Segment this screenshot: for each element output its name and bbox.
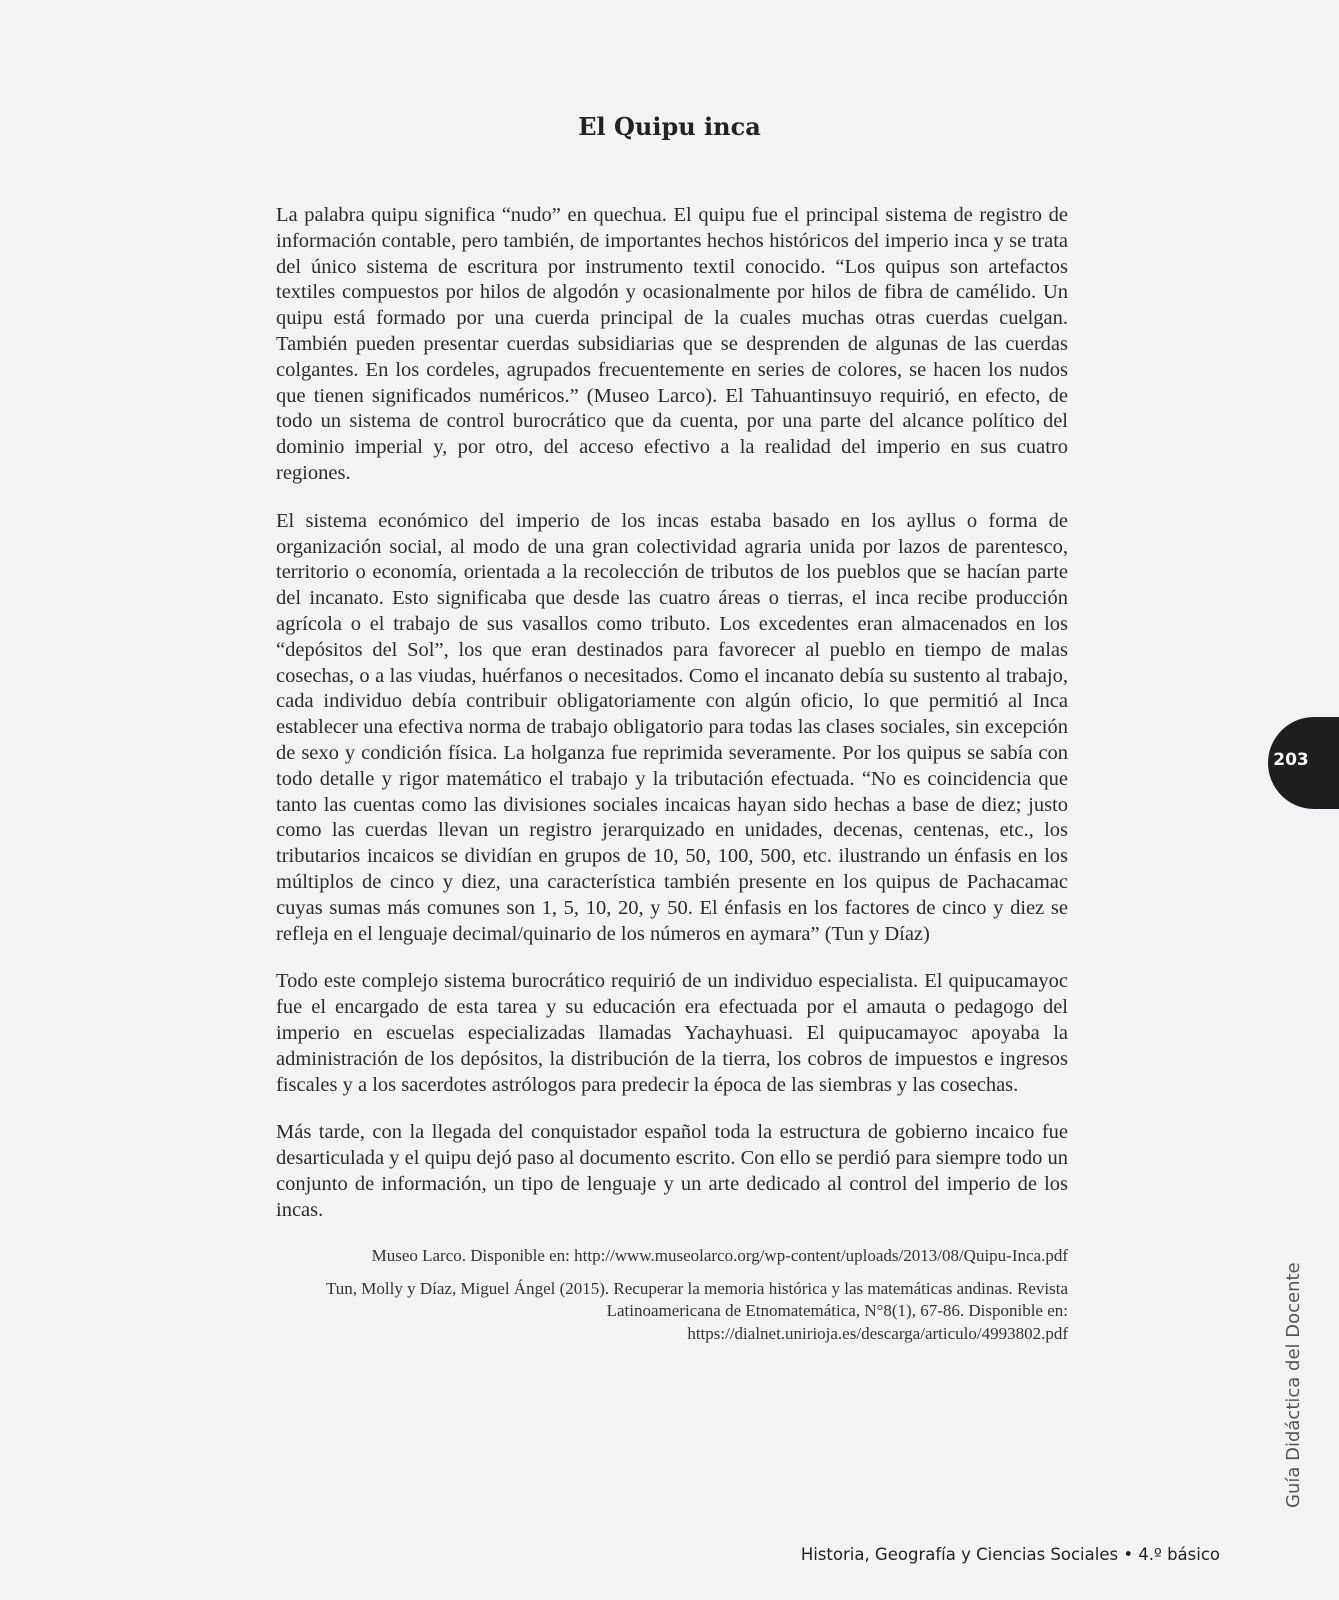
page-number: 203 xyxy=(1273,750,1309,770)
references xyxy=(276,1245,1068,1345)
paragraph-4: Más tarde, con la llegada del conquistador español toda la estructura de gobierno incaico fue desarticulada y el quipu dejó paso al documento escrito. Con ello se perdió para siempre todo un conjunto de información, un tipo de lenguaje y un arte dedicado al control del imperio de los incas. xyxy=(276,1121,1068,1221)
side-label: Guía Didáctica del Docente xyxy=(1283,1262,1304,1508)
reference-tun-diaz: Tun, Molly y Díaz, Miguel Ángel (2015). Recuperar la memoria histórica y las matemáticas andinas. Revista Latinoamericana de Etnomatemática, N°8(1), 67-86. Disponible en: https://dialnet.unirioja.es/descarga/articulo/4993802.pdf xyxy=(326,1278,1068,1343)
page-title: El Quipu inca xyxy=(578,112,761,141)
paragraph-1: La palabra quipu significa “nudo” en quechua. El quipu fue el principal sistema de registro de información contable, pero también, de importantes hechos históricos del imperio inca y se trata del único sistema de escritura por instrumento textil conocido. “Los quipus son artefactos textiles compuestos por hilos de algodón y ocasionalmente por hilos de fibra de camélido. Un quipu está formado por una cuerda principal de la cuales muchas otras cuerdas cuelgan. También pueden presentar cuerdas subsidiarias que se desprenden de algunas de las cuerdas colgantes. En los cordeles, agrupados frecuentemente en series de colores, se hacen los nudos que tienen significados numéricos.” (Museo Larco). El Tahuantinsuyo requirió, en efecto, de todo un sistema de control burocrático que da cuenta, por una parte del alcance político del dominio imperial y, por otro, del acceso efectivo a la realidad del imperio en sus cuatro regiones. xyxy=(276,204,1068,484)
footer-subject: Historia, Geografía y Ciencias Sociales • 4.º básico xyxy=(800,1545,1220,1564)
article-body xyxy=(276,203,1068,1355)
paragraph-2: El sistema económico del imperio de los incas estaba basado en los ayllus o forma de organización social, al modo de una gran colectividad agraria unida por lazos de parentesco, territorio o economía, orientada a la recolección de tributos de los pueblos que se hacían parte del incanato. Esto significaba que desde las cuatro áreas o tierras, el inca recibe producción agrícola o el trabajo de sus vasallos como tributo. Los excedentes eran almacenados en los “depósitos del Sol”, los que eran destinados para favorecer al pueblo en tiempo de malas cosechas, o a las viudas, huérfanos o necesitados. Como el incanato debía su sustento al trabajo, cada individuo debía contribuir obligatoriamente con algún oficio, lo que permitió al Inca establecer una efectiva norma de trabajo obligatorio para todas las clases sociales, sin excepción de sexo y condición física. La holganza fue reprimida severamente. Por los quipus se sabía con todo detalle y rigor matemático el trabajo y la tributación efectuada. “No es coincidencia que tanto las cuentas como las divisiones sociales incaicas hayan sido hechas a base de diez; justo como las cuerdas llevan un registro jerarquizado en unidades, decenas, centenas, etc., los tributarios incaicos se dividían en grupos de 10, 50, 100, 500, etc. ilustrando un énfasis en los múltiplos de cinco y diez, una característica también presente en los quipus de Pachacamac cuyas sumas más comunes son 1, 5, 10, 20, y 50. El énfasis en los factores de cinco y diez se refleja en el lenguaje decimal/quinario de los números en aymara” (Tun y Díaz) xyxy=(276,509,1068,945)
reference-museo-larco: Museo Larco. Disponible en: http://www.museolarco.org/wp-content/uploads/2013/08/Quipu-Inca.pdf xyxy=(371,1246,1068,1266)
paragraph-3: Todo este complejo sistema burocrático requirió de un individuo especialista. El quipucamayoc fue el encargado de esta tarea y su educación era efectuada por el amauta o pedagogo del imperio en escuelas especializadas llamadas Yachayhuasi. El quipucamayoc apoyaba la administración de los depósitos, la distribución de la tierra, los cobros de impuestos e ingresos fiscales y a los sacerdotes astrólogos para predecir la época de las siembras y las cosechas. xyxy=(276,970,1068,1096)
